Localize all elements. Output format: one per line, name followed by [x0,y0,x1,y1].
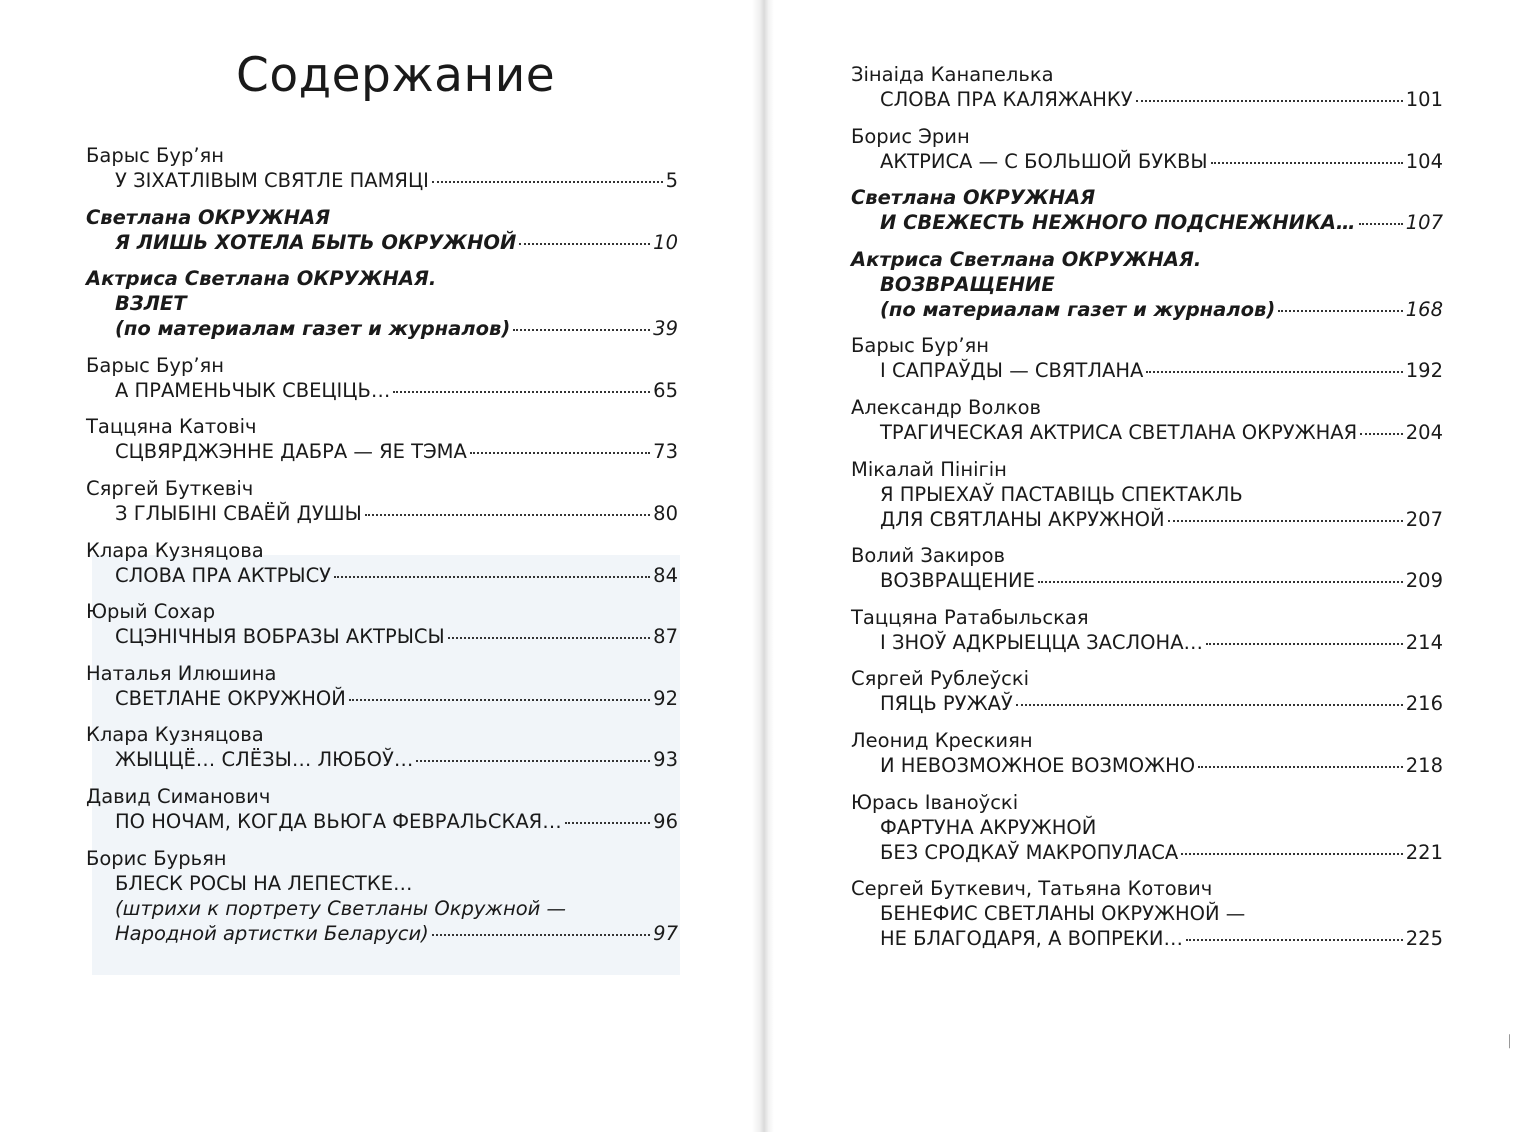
toc-entry-line [851,815,1443,840]
toc-entry-author: Таццяна Ратабыльская [851,605,1089,629]
toc-page-number: 73 [653,440,678,464]
toc-entry-line [851,210,1443,235]
toc-entry-author: Александр Волков [851,395,1042,419]
toc-page-number: 225 [1405,927,1443,951]
dot-leader [448,637,650,639]
dot-leader [565,822,650,824]
toc-entry-line [851,272,1443,297]
toc-page-number: 104 [1405,149,1443,173]
page-edge-mark [1503,1034,1510,1052]
left-page [86,0,678,1132]
toc-page-number: 92 [653,686,678,710]
toc-entry-title: ЖЫЦЦЁ… СЛЁЗЫ… ЛЮБОЎ… [115,748,414,772]
toc-entry-title: ДЛЯ СВЯТЛАНЫ АКРУЖНОЙ [880,507,1165,531]
dot-leader [1360,433,1403,435]
toc-entry-author: Светлана ОКРУЖНАЯ [86,205,331,229]
toc-page-number: 218 [1405,753,1443,777]
toc-entry-title: СЦЭНІЧНЫЯ ВОБРАЗЫ АКТРЫСЫ [115,625,445,649]
toc-entry-author: Светлана ОКРУЖНАЯ [851,186,1096,210]
toc-page-number: 96 [653,809,678,833]
toc-entry [851,666,1443,716]
toc-page-number: 93 [653,748,678,772]
toc-entry-title: ПО НОЧАМ, КОГДА ВЬЮГА ФЕВРАЛЬСКАЯ… [115,809,562,833]
toc-entry-author: Таццяна Катовіч [86,415,257,439]
dot-leader [1198,766,1403,768]
toc-entry-title: У ЗІХАТЛІВЫМ СВЯТЛЕ ПАМЯЦІ [115,169,429,192]
toc-entry-author: Давид Симанович [86,784,271,808]
toc-entry-author: Волий Закиров [851,544,1006,568]
toc-page-number: 80 [653,501,678,525]
toc-entry [851,247,1443,322]
toc-entry-title: (по материалам газет и журналов) [115,317,511,341]
toc-entry-title: А ПРАМЕНЬЧЫК СВЕЦІЦЬ… [115,378,391,402]
toc-entry [851,185,1443,235]
toc-entry-title: И СВЕЖЕСТЬ НЕЖНОГО ПОДСНЕЖНИКА… [880,211,1356,235]
dot-leader [513,329,650,331]
toc-entry-line [851,753,1443,778]
toc-entry-author: Сергей Буткевич, Татьяна Котович [851,877,1213,901]
toc-entry-title: ТРАГИЧЕСКАЯ АКТРИСА СВЕТЛАНА ОКРУЖНАЯ [880,420,1358,444]
toc-entry [851,395,1443,445]
toc-entry-title: ПЯЦЬ РУЖАЎ [880,692,1013,716]
toc-entry-author: Наталья Илюшина [86,661,277,685]
toc-entry-title: СЛОВА ПРА КАЛЯЖАНКУ [880,88,1133,111]
toc-entry-author: Зінаіда Канапелька [851,63,1054,86]
toc-entry-author: Актриса Светлана ОКРУЖНАЯ. [86,267,437,291]
toc-entry-author: Сяргей Буткевіч [86,476,254,500]
toc-entry-line [86,624,678,649]
toc-entry-title: БЕНЕФИС СВЕТЛАНЫ ОКРУЖНОЙ — [880,902,1246,926]
dot-leader [432,181,663,183]
toc-entry-line [86,686,678,711]
page-gutter [752,0,774,1132]
toc-entry-title: СВЕТЛАНЕ ОКРУЖНОЙ [115,686,346,710]
toc-entry [86,205,678,255]
dot-leader [519,243,650,245]
toc-entry [851,876,1443,951]
toc-entry-title: Я ЛИШЬ ХОТЕЛА БЫТЬ ОКРУЖНОЙ [115,230,517,254]
toc-page-number: 5 [665,169,678,192]
toc-entry-line [86,809,678,834]
toc-entry-line [851,482,1443,507]
toc-entry [86,538,678,588]
dot-leader [1181,853,1403,855]
toc-entry [851,728,1443,778]
toc-entry-line [86,871,678,896]
toc-page-number: 10 [653,230,678,254]
toc-entry-line [851,149,1443,174]
toc-page-number: 65 [653,378,678,402]
toc-entry-title: ВОЗВРАЩЕНИЕ [880,569,1035,593]
dot-leader [1186,939,1403,941]
toc-entry-author: Актриса Светлана ОКРУЖНАЯ. [851,247,1202,271]
toc-entry-title: НЕ БЛАГОДАРЯ, А ВОПРЕКИ… [880,927,1184,951]
toc-entry-line [86,378,678,403]
toc-page-number: 216 [1405,692,1443,716]
toc-entry [86,784,678,834]
toc-entry-title: БЕЗ СРОДКАЎ МАКРОПУЛАСА [880,840,1179,864]
toc-page-number: 207 [1405,507,1443,531]
toc-entry-title: Я ПРЫЕХАЎ ПАСТАВІЦЬ СПЕКТАКЛЬ [880,482,1243,506]
toc-entry-author: Борис Эрин [851,124,970,148]
toc-entry-line [86,168,678,193]
toc-page-number: 209 [1405,569,1443,593]
toc-entry [851,124,1443,174]
toc-entry-line [851,358,1443,383]
toc-entry-author: Клара Кузняцова [86,723,264,747]
toc-page-number: 87 [653,625,678,649]
toc-entry-title: АКТРИСА — С БОЛЬШОЙ БУКВЫ [880,149,1208,173]
toc-entry [86,846,678,946]
dot-leader [1278,310,1403,312]
toc-entry-line [851,901,1443,926]
toc-entry-line [851,691,1443,716]
toc-page-number: 84 [653,563,678,587]
toc-list-left [86,143,678,957]
toc-entry [86,414,678,464]
toc-entry-title: З ГЛЫБІНІ СВАЁЙ ДУШЫ [115,501,362,525]
toc-entry-title: І САПРАЎДЫ — СВЯТЛАНА [880,359,1144,383]
dot-leader [1206,643,1403,645]
toc-entry [851,543,1443,593]
toc-entry-line [851,507,1443,532]
dot-leader [432,934,650,936]
toc-entry-author: Сяргей Рублеўскі [851,667,1030,691]
dot-leader [1016,704,1403,706]
dot-leader [416,760,650,762]
toc-page-number: 168 [1405,297,1443,321]
toc-entry-title: ВЗЛЕТ [115,292,187,316]
toc-entry-title: (по материалам газет и журналов) [880,297,1276,321]
toc-entry-line [86,291,678,316]
toc-page-number: 214 [1405,630,1443,654]
toc-entry-author: Барыс Бур’ян [86,144,224,167]
dot-leader [470,452,650,454]
toc-entry-title: ФАРТУНА АКРУЖНОЙ [880,815,1097,839]
toc-entry-line [851,87,1443,112]
toc-entry-author: Борис Бурьян [86,846,227,870]
toc-entry [851,790,1443,865]
toc-entry-author: Клара Кузняцова [86,538,264,562]
toc-page-number: 192 [1405,359,1443,383]
toc-entry-line [851,630,1443,655]
dot-leader [1146,371,1402,373]
toc-entry-line [86,439,678,464]
toc-entry [851,62,1443,112]
toc-entry-line [851,568,1443,593]
toc-entry-line [86,747,678,772]
toc-entry-author: Барыс Бур’ян [851,334,989,358]
toc-entry-line [86,921,678,946]
toc-entry [86,143,678,193]
dot-leader [365,514,650,516]
toc-entry-title: І ЗНОЎ АДКРЫЕЦЦА ЗАСЛОНА… [880,630,1204,654]
toc-entry-author: Юрась Іваноўскі [851,790,1019,814]
toc-entry-line [851,297,1443,322]
toc-entry [86,722,678,772]
toc-entry-title: Народной артистки Беларуси) [115,921,429,945]
toc-entry-author: Леонид Крескиян [851,728,1033,752]
toc-entry-line [86,563,678,588]
toc-entry [851,457,1443,532]
toc-entry [851,605,1443,655]
dot-leader [1136,100,1403,102]
toc-entry-title: БЛЕСК РОСЫ НА ЛЕПЕСТКЕ… [115,871,413,895]
dot-leader [1359,223,1403,225]
toc-entry-title: СЦВЯРДЖЭННЕ ДАБРА — ЯЕ ТЭМА [115,440,467,464]
toc-entry-title: СЛОВА ПРА АКТРЫСУ [115,563,332,587]
dot-leader [1211,162,1403,164]
toc-page-number: 221 [1405,840,1443,864]
dot-leader [1038,581,1403,583]
toc-page-number: 39 [653,317,678,341]
dot-leader [393,391,650,393]
page-title: Содержание [236,48,556,103]
toc-entry-line [86,316,678,341]
dot-leader [1168,520,1403,522]
toc-page-number: 107 [1405,211,1443,235]
toc-entry-author: Юрый Сохар [86,600,216,624]
toc-entry-line [851,840,1443,865]
toc-entry-line [86,896,678,921]
toc-entry-title: (штрихи к портрету Светланы Окружной — [115,896,567,920]
toc-entry-author: Мікалай Пінігін [851,457,1007,481]
toc-entry [86,266,678,341]
toc-page-number: 101 [1405,88,1443,111]
toc-entry-line [851,926,1443,951]
toc-entry [86,353,678,403]
toc-entry-line [86,230,678,255]
toc-entry-author: Барыс Бур’ян [86,353,224,377]
toc-entry-title: ВОЗВРАЩЕНИЕ [880,272,1055,296]
toc-entry [851,333,1443,383]
dot-leader [349,699,650,701]
toc-list-right [851,62,1443,963]
toc-entry-line [851,420,1443,445]
toc-page-number: 97 [653,921,678,945]
right-page [851,0,1443,1132]
toc-entry [86,661,678,711]
toc-entry-line [86,501,678,526]
toc-entry [86,599,678,649]
dot-leader [334,576,650,578]
toc-page-number: 204 [1405,420,1443,444]
toc-entry-title: И НЕВОЗМОЖНОЕ ВОЗМОЖНО [880,753,1196,777]
toc-entry [86,476,678,526]
